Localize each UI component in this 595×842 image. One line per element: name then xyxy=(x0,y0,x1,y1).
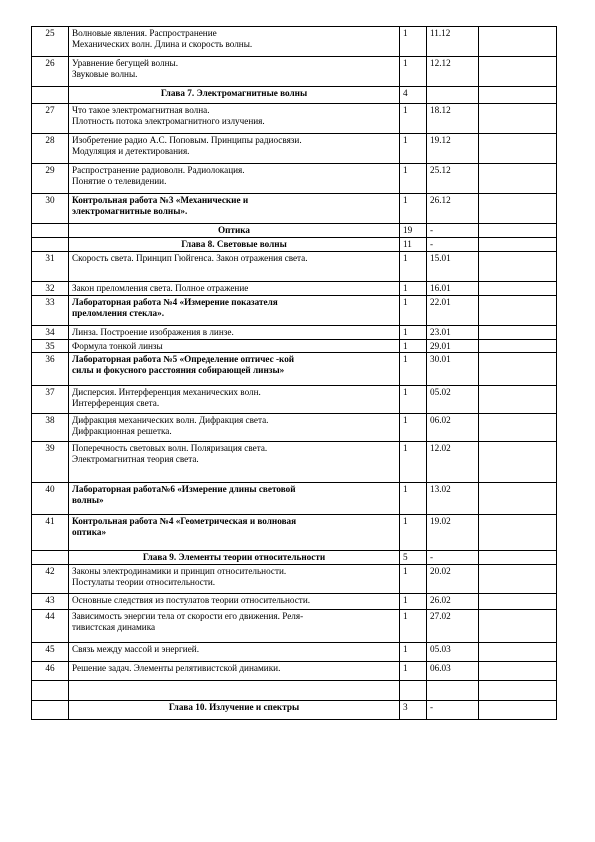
topic-line: Связь между массой и энергией. xyxy=(72,644,200,654)
chapter-date: - xyxy=(427,701,479,720)
lesson-hours: 1 xyxy=(400,252,427,282)
topic-line: Поперечность световых волн. Поляризация света. xyxy=(72,443,268,453)
chapter-number-cell xyxy=(32,701,69,720)
lesson-date: 06.02 xyxy=(427,414,479,442)
topic-line: силы и фокусного расстояния собирающей линзы» xyxy=(72,365,285,375)
topic-line: Электромагнитная теория света. xyxy=(72,454,199,464)
notes-cell xyxy=(479,340,557,353)
lesson-number: 31 xyxy=(32,252,69,282)
empty-cell xyxy=(479,681,557,701)
lesson-number: 39 xyxy=(32,442,69,483)
chapter-hours: 19 xyxy=(400,224,427,238)
lesson-date: 05.02 xyxy=(427,386,479,414)
lesson-topic xyxy=(69,386,400,414)
chapter-hours: 4 xyxy=(400,87,427,104)
topic-line: Распространение радиоволн. Радиолокация. xyxy=(72,165,245,175)
lesson-date: 30.01 xyxy=(427,353,479,386)
empty-cell xyxy=(69,681,400,701)
lesson-topic xyxy=(69,57,400,87)
lesson-row xyxy=(32,282,557,296)
topic-line: оптика» xyxy=(72,527,107,537)
lesson-row xyxy=(32,565,557,594)
lesson-date: 22.01 xyxy=(427,296,479,326)
lesson-row xyxy=(32,442,557,483)
topic-line: волны» xyxy=(72,495,104,505)
chapter-number-cell xyxy=(32,551,69,565)
lesson-topic xyxy=(69,515,400,551)
chapter-number-cell xyxy=(32,238,69,252)
topic-line: Модуляция и детектирования. xyxy=(72,146,190,156)
lesson-number: 44 xyxy=(32,610,69,643)
chapter-number-cell xyxy=(32,87,69,104)
notes-cell xyxy=(479,353,557,386)
topic-line: Механических волн. Длина и скорость волны. xyxy=(72,39,253,49)
lesson-row xyxy=(32,662,557,681)
lesson-date: 26.12 xyxy=(427,194,479,224)
lesson-number: 26 xyxy=(32,57,69,87)
topic-line: Контрольная работа №4 «Геометрическая и волновая xyxy=(72,516,297,526)
lesson-number: 36 xyxy=(32,353,69,386)
chapter-date: - xyxy=(427,238,479,252)
lesson-hours: 1 xyxy=(400,296,427,326)
lesson-number: 41 xyxy=(32,515,69,551)
chapter-title: Оптика xyxy=(69,224,400,238)
lesson-date: 25.12 xyxy=(427,164,479,194)
lesson-number: 33 xyxy=(32,296,69,326)
chapter-date xyxy=(427,87,479,104)
chapter-date: - xyxy=(427,551,479,565)
lesson-row xyxy=(32,386,557,414)
lesson-hours: 1 xyxy=(400,386,427,414)
lesson-number: 37 xyxy=(32,386,69,414)
lesson-hours: 1 xyxy=(400,104,427,134)
lesson-topic xyxy=(69,282,400,296)
lesson-date: 19.02 xyxy=(427,515,479,551)
lesson-topic xyxy=(69,252,400,282)
topic-line: Понятие о телевидении. xyxy=(72,176,167,186)
notes-cell xyxy=(479,134,557,164)
lesson-hours: 1 xyxy=(400,353,427,386)
notes-cell xyxy=(479,643,557,662)
topic-line: Постулаты теории относительности. xyxy=(72,577,216,587)
lesson-topic xyxy=(69,27,400,57)
lesson-hours: 1 xyxy=(400,57,427,87)
topic-line: Дифракция механических волн. Дифракция света. xyxy=(72,415,269,425)
lesson-hours: 1 xyxy=(400,194,427,224)
lesson-date: 11.12 xyxy=(427,27,479,57)
lesson-number: 30 xyxy=(32,194,69,224)
lesson-topic xyxy=(69,414,400,442)
lesson-date: 18.12 xyxy=(427,104,479,134)
lesson-number: 28 xyxy=(32,134,69,164)
notes-cell xyxy=(479,594,557,610)
notes-cell xyxy=(479,57,557,87)
lesson-hours: 1 xyxy=(400,610,427,643)
topic-line: преломления стекла». xyxy=(72,308,165,318)
notes-cell xyxy=(479,662,557,681)
notes-cell xyxy=(479,701,557,720)
lesson-row xyxy=(32,164,557,194)
lesson-row xyxy=(32,610,557,643)
notes-cell xyxy=(479,515,557,551)
lesson-date: 15.01 xyxy=(427,252,479,282)
lesson-topic xyxy=(69,296,400,326)
lesson-topic xyxy=(69,164,400,194)
blank-row xyxy=(32,681,557,701)
lesson-number: 29 xyxy=(32,164,69,194)
lesson-date: 06.03 xyxy=(427,662,479,681)
lesson-topic xyxy=(69,565,400,594)
notes-cell xyxy=(479,27,557,57)
topic-line: Законы электродинамики и принцип относительности. xyxy=(72,566,287,576)
topic-line: Дифракционная решетка. xyxy=(72,426,172,436)
lesson-row xyxy=(32,296,557,326)
empty-cell xyxy=(32,681,69,701)
notes-cell xyxy=(479,282,557,296)
lesson-date: 12.12 xyxy=(427,57,479,87)
lesson-date: 13.02 xyxy=(427,483,479,515)
lesson-row xyxy=(32,27,557,57)
notes-cell xyxy=(479,224,557,238)
chapter-hours: 5 xyxy=(400,551,427,565)
chapter-title: Глава 9. Элементы теории относительности xyxy=(69,551,400,565)
notes-cell xyxy=(479,565,557,594)
lesson-hours: 1 xyxy=(400,414,427,442)
chapter-number-cell xyxy=(32,224,69,238)
lesson-hours: 1 xyxy=(400,565,427,594)
topic-line: Скорость света. Принцип Гюйгенса. Закон отражения света. xyxy=(72,253,308,263)
topic-line: Звуковые волны. xyxy=(72,69,138,79)
lesson-number: 43 xyxy=(32,594,69,610)
lesson-topic xyxy=(69,326,400,340)
lesson-hours: 1 xyxy=(400,282,427,296)
lesson-date: 23.01 xyxy=(427,326,479,340)
notes-cell xyxy=(479,296,557,326)
notes-cell xyxy=(479,164,557,194)
topic-line: Лабораторная работа№6 «Измерение длины световой xyxy=(72,484,296,494)
lesson-row xyxy=(32,326,557,340)
notes-cell xyxy=(479,442,557,483)
lesson-row xyxy=(32,104,557,134)
lesson-hours: 1 xyxy=(400,483,427,515)
topic-line: Плотность потока электромагнитного излучения. xyxy=(72,116,265,126)
chapter-title: Глава 10. Излучение и спектры xyxy=(69,701,400,720)
topic-line: Контрольная работа №3 «Механические и xyxy=(72,195,249,205)
lesson-date: 26.02 xyxy=(427,594,479,610)
lesson-date: 20.02 xyxy=(427,565,479,594)
lesson-hours: 1 xyxy=(400,442,427,483)
chapter-row xyxy=(32,551,557,565)
lesson-row xyxy=(32,414,557,442)
topic-line: Изобретение радио А.С. Поповым. Принципы радиосвязи. xyxy=(72,135,302,145)
lesson-date: 16.01 xyxy=(427,282,479,296)
topic-line: Линза. Построение изображения в линзе. xyxy=(72,327,234,337)
lesson-row xyxy=(32,515,557,551)
lesson-plan-body xyxy=(32,27,557,720)
lesson-date: 05.03 xyxy=(427,643,479,662)
lesson-number: 45 xyxy=(32,643,69,662)
lesson-hours: 1 xyxy=(400,340,427,353)
lesson-number: 27 xyxy=(32,104,69,134)
topic-line: Волновые явления. Распространение xyxy=(72,28,217,38)
lesson-hours: 1 xyxy=(400,662,427,681)
topic-line: Лабораторная работа №4 «Измерение показателя xyxy=(72,297,278,307)
notes-cell xyxy=(479,551,557,565)
empty-cell xyxy=(427,681,479,701)
lesson-number: 32 xyxy=(32,282,69,296)
notes-cell xyxy=(479,610,557,643)
lesson-hours: 1 xyxy=(400,643,427,662)
lesson-topic xyxy=(69,662,400,681)
lesson-hours: 1 xyxy=(400,27,427,57)
chapter-title: Глава 8. Световые волны xyxy=(69,238,400,252)
notes-cell xyxy=(479,87,557,104)
lesson-row xyxy=(32,252,557,282)
notes-cell xyxy=(479,252,557,282)
lesson-number: 46 xyxy=(32,662,69,681)
topic-line: Зависимость энергии тела от скорости его движения. Реля- xyxy=(72,611,304,621)
lesson-date: 29.01 xyxy=(427,340,479,353)
lesson-topic xyxy=(69,134,400,164)
lesson-row xyxy=(32,194,557,224)
lesson-row xyxy=(32,643,557,662)
chapter-row xyxy=(32,701,557,720)
lesson-number: 35 xyxy=(32,340,69,353)
lesson-number: 42 xyxy=(32,565,69,594)
notes-cell xyxy=(479,386,557,414)
topic-line: Формула тонкой линзы xyxy=(72,341,163,351)
lesson-plan-table xyxy=(31,26,557,720)
topic-line: Уравнение бегущей волны. xyxy=(72,58,178,68)
topic-line: тивистская динамика xyxy=(72,622,156,632)
notes-cell xyxy=(479,104,557,134)
lesson-hours: 1 xyxy=(400,594,427,610)
topic-line: Основные следствия из постулатов теории относительности. xyxy=(72,595,311,605)
lesson-number: 40 xyxy=(32,483,69,515)
chapter-hours: 3 xyxy=(400,701,427,720)
lesson-number: 34 xyxy=(32,326,69,340)
lesson-topic xyxy=(69,353,400,386)
lesson-topic xyxy=(69,104,400,134)
lesson-topic xyxy=(69,442,400,483)
notes-cell xyxy=(479,483,557,515)
lesson-hours: 1 xyxy=(400,326,427,340)
lesson-date: 27.02 xyxy=(427,610,479,643)
topic-line: электромагнитные волны». xyxy=(72,206,188,216)
chapter-row xyxy=(32,238,557,252)
lesson-topic xyxy=(69,643,400,662)
lesson-hours: 1 xyxy=(400,134,427,164)
lesson-number: 25 xyxy=(32,27,69,57)
topic-line: Закон преломления света. Полное отражение xyxy=(72,283,249,293)
lesson-topic xyxy=(69,194,400,224)
chapter-hours: 11 xyxy=(400,238,427,252)
chapter-row xyxy=(32,224,557,238)
topic-line: Лабораторная работа №5 «Определение оптичес -кой xyxy=(72,354,295,364)
lesson-topic xyxy=(69,610,400,643)
topic-line: Дисперсия. Интерференция механических волн. xyxy=(72,387,261,397)
notes-cell xyxy=(479,326,557,340)
lesson-row xyxy=(32,57,557,87)
lesson-date: 19.12 xyxy=(427,134,479,164)
chapter-date: - xyxy=(427,224,479,238)
lesson-row xyxy=(32,340,557,353)
lesson-date: 12.02 xyxy=(427,442,479,483)
empty-cell xyxy=(400,681,427,701)
lesson-hours: 1 xyxy=(400,164,427,194)
chapter-title: Глава 7. Электромагнитные волны xyxy=(69,87,400,104)
lesson-number: 38 xyxy=(32,414,69,442)
topic-line: Что такое электромагнитная волна. xyxy=(72,105,210,115)
lesson-row xyxy=(32,134,557,164)
lesson-row xyxy=(32,594,557,610)
lesson-topic xyxy=(69,483,400,515)
lesson-topic xyxy=(69,340,400,353)
notes-cell xyxy=(479,238,557,252)
notes-cell xyxy=(479,194,557,224)
chapter-row xyxy=(32,87,557,104)
lesson-row xyxy=(32,483,557,515)
topic-line: Интерференция света. xyxy=(72,398,160,408)
lesson-topic xyxy=(69,594,400,610)
notes-cell xyxy=(479,414,557,442)
lesson-hours: 1 xyxy=(400,515,427,551)
lesson-row xyxy=(32,353,557,386)
topic-line: Решение задач. Элементы релятивистской динамики. xyxy=(72,663,281,673)
